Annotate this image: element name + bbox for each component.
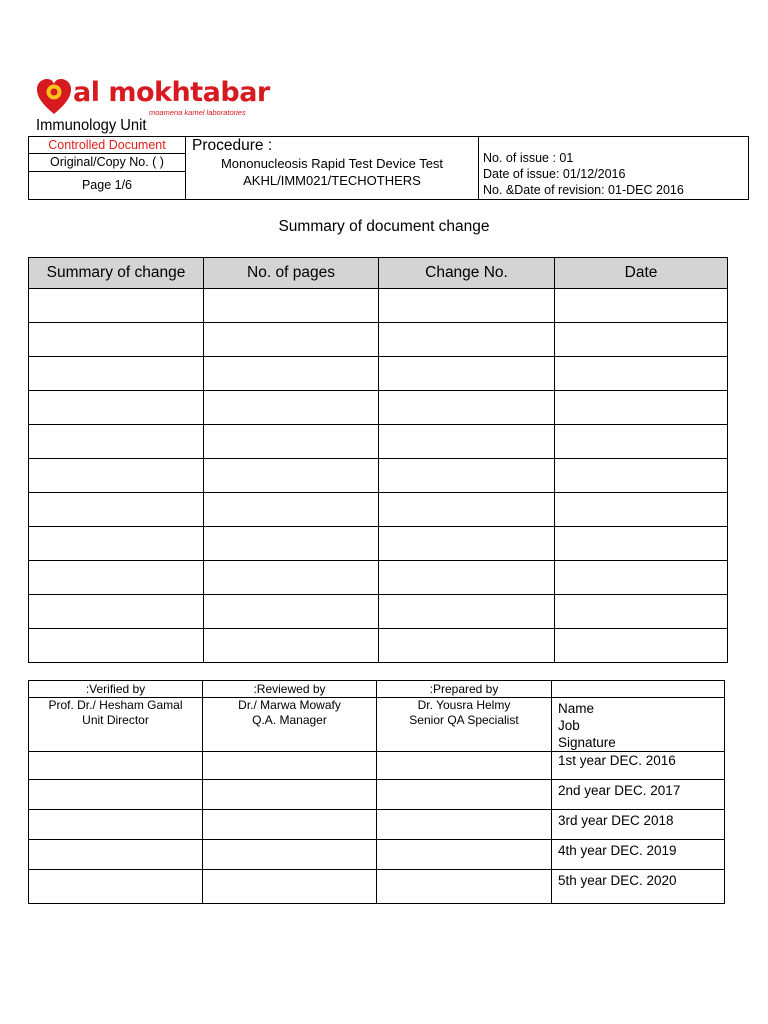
col-pages: No. of pages: [204, 258, 379, 289]
signature-label: Signature: [558, 735, 616, 750]
signature-table: [28, 680, 725, 904]
verified-by-label: :Verified by: [29, 681, 203, 698]
procedure-label: Procedure :: [192, 137, 273, 154]
name-label: Name: [558, 701, 595, 716]
table-row: [29, 425, 728, 459]
year-row: [29, 840, 725, 870]
table-row: [29, 629, 728, 663]
verified-name: Prof. Dr./ Hesham Gamal: [48, 698, 183, 712]
year-label: 5th year DEC. 2020: [552, 870, 725, 904]
reviewed-by-cell: [203, 698, 377, 752]
heart-logo-icon: [36, 78, 72, 116]
reviewed-by-label: :Reviewed by: [203, 681, 377, 698]
year-label: 2nd year DEC. 2017: [552, 780, 725, 810]
year-label: 4th year DEC. 2019: [552, 840, 725, 870]
table-row: [29, 459, 728, 493]
prepared-by-label: :Prepared by: [377, 681, 552, 698]
brand-tagline: moamena kamel laboratories: [149, 108, 246, 117]
procedure-cell: [186, 137, 479, 200]
change-table: [28, 257, 728, 663]
year-row: [29, 810, 725, 840]
table-row: [29, 357, 728, 391]
table-row: [29, 323, 728, 357]
unit-title: Immunology Unit: [36, 117, 147, 134]
original-copy-label: Original/Copy No. ( ): [29, 154, 186, 171]
col-summary: Summary of change: [29, 258, 204, 289]
prepared-by-cell: [377, 698, 552, 752]
year-label: 1st year DEC. 2016: [552, 752, 725, 780]
controlled-document-label: Controlled Document: [29, 137, 186, 154]
table-row: [29, 289, 728, 323]
issue-date: Date of issue: 01/12/2016: [483, 167, 626, 181]
year-row: [29, 780, 725, 810]
prepared-name: Dr. Yousra Helmy: [417, 698, 511, 712]
page-number: Page 1/6: [29, 171, 186, 199]
procedure-name: Mononucleosis Rapid Test Device Test: [220, 156, 444, 171]
issue-cell: [479, 137, 749, 200]
reviewed-name: Dr./ Marwa Mowafy: [238, 698, 341, 712]
change-table-header: [29, 258, 728, 289]
document-header-table: [28, 136, 749, 200]
issue-number: No. of issue : 01: [483, 151, 574, 165]
verified-job: Unit Director: [82, 713, 149, 727]
summary-title: Summary of document change: [278, 218, 490, 235]
year-row: [29, 752, 725, 780]
verified-by-cell: [29, 698, 203, 752]
row-labels-cell: [552, 698, 725, 752]
procedure-code: AKHL/IMM021/TECHOTHERS: [243, 173, 421, 188]
col-change-no: Change No.: [379, 258, 555, 289]
year-row: [29, 870, 725, 904]
year-label: 3rd year DEC 2018: [552, 810, 725, 840]
revision-info: No. &Date of revision: 01-DEC 2016: [483, 183, 684, 197]
table-row: [29, 493, 728, 527]
reviewed-job: Q.A. Manager: [252, 713, 327, 727]
table-row: [29, 595, 728, 629]
brand-name: al mokhtabar: [73, 77, 270, 108]
table-row: [29, 527, 728, 561]
table-row: [29, 561, 728, 595]
blank-header-cell: [552, 681, 725, 698]
job-label: Job: [558, 718, 580, 733]
prepared-job: Senior QA Specialist: [409, 713, 519, 727]
table-row: [29, 391, 728, 425]
col-date: Date: [555, 258, 728, 289]
